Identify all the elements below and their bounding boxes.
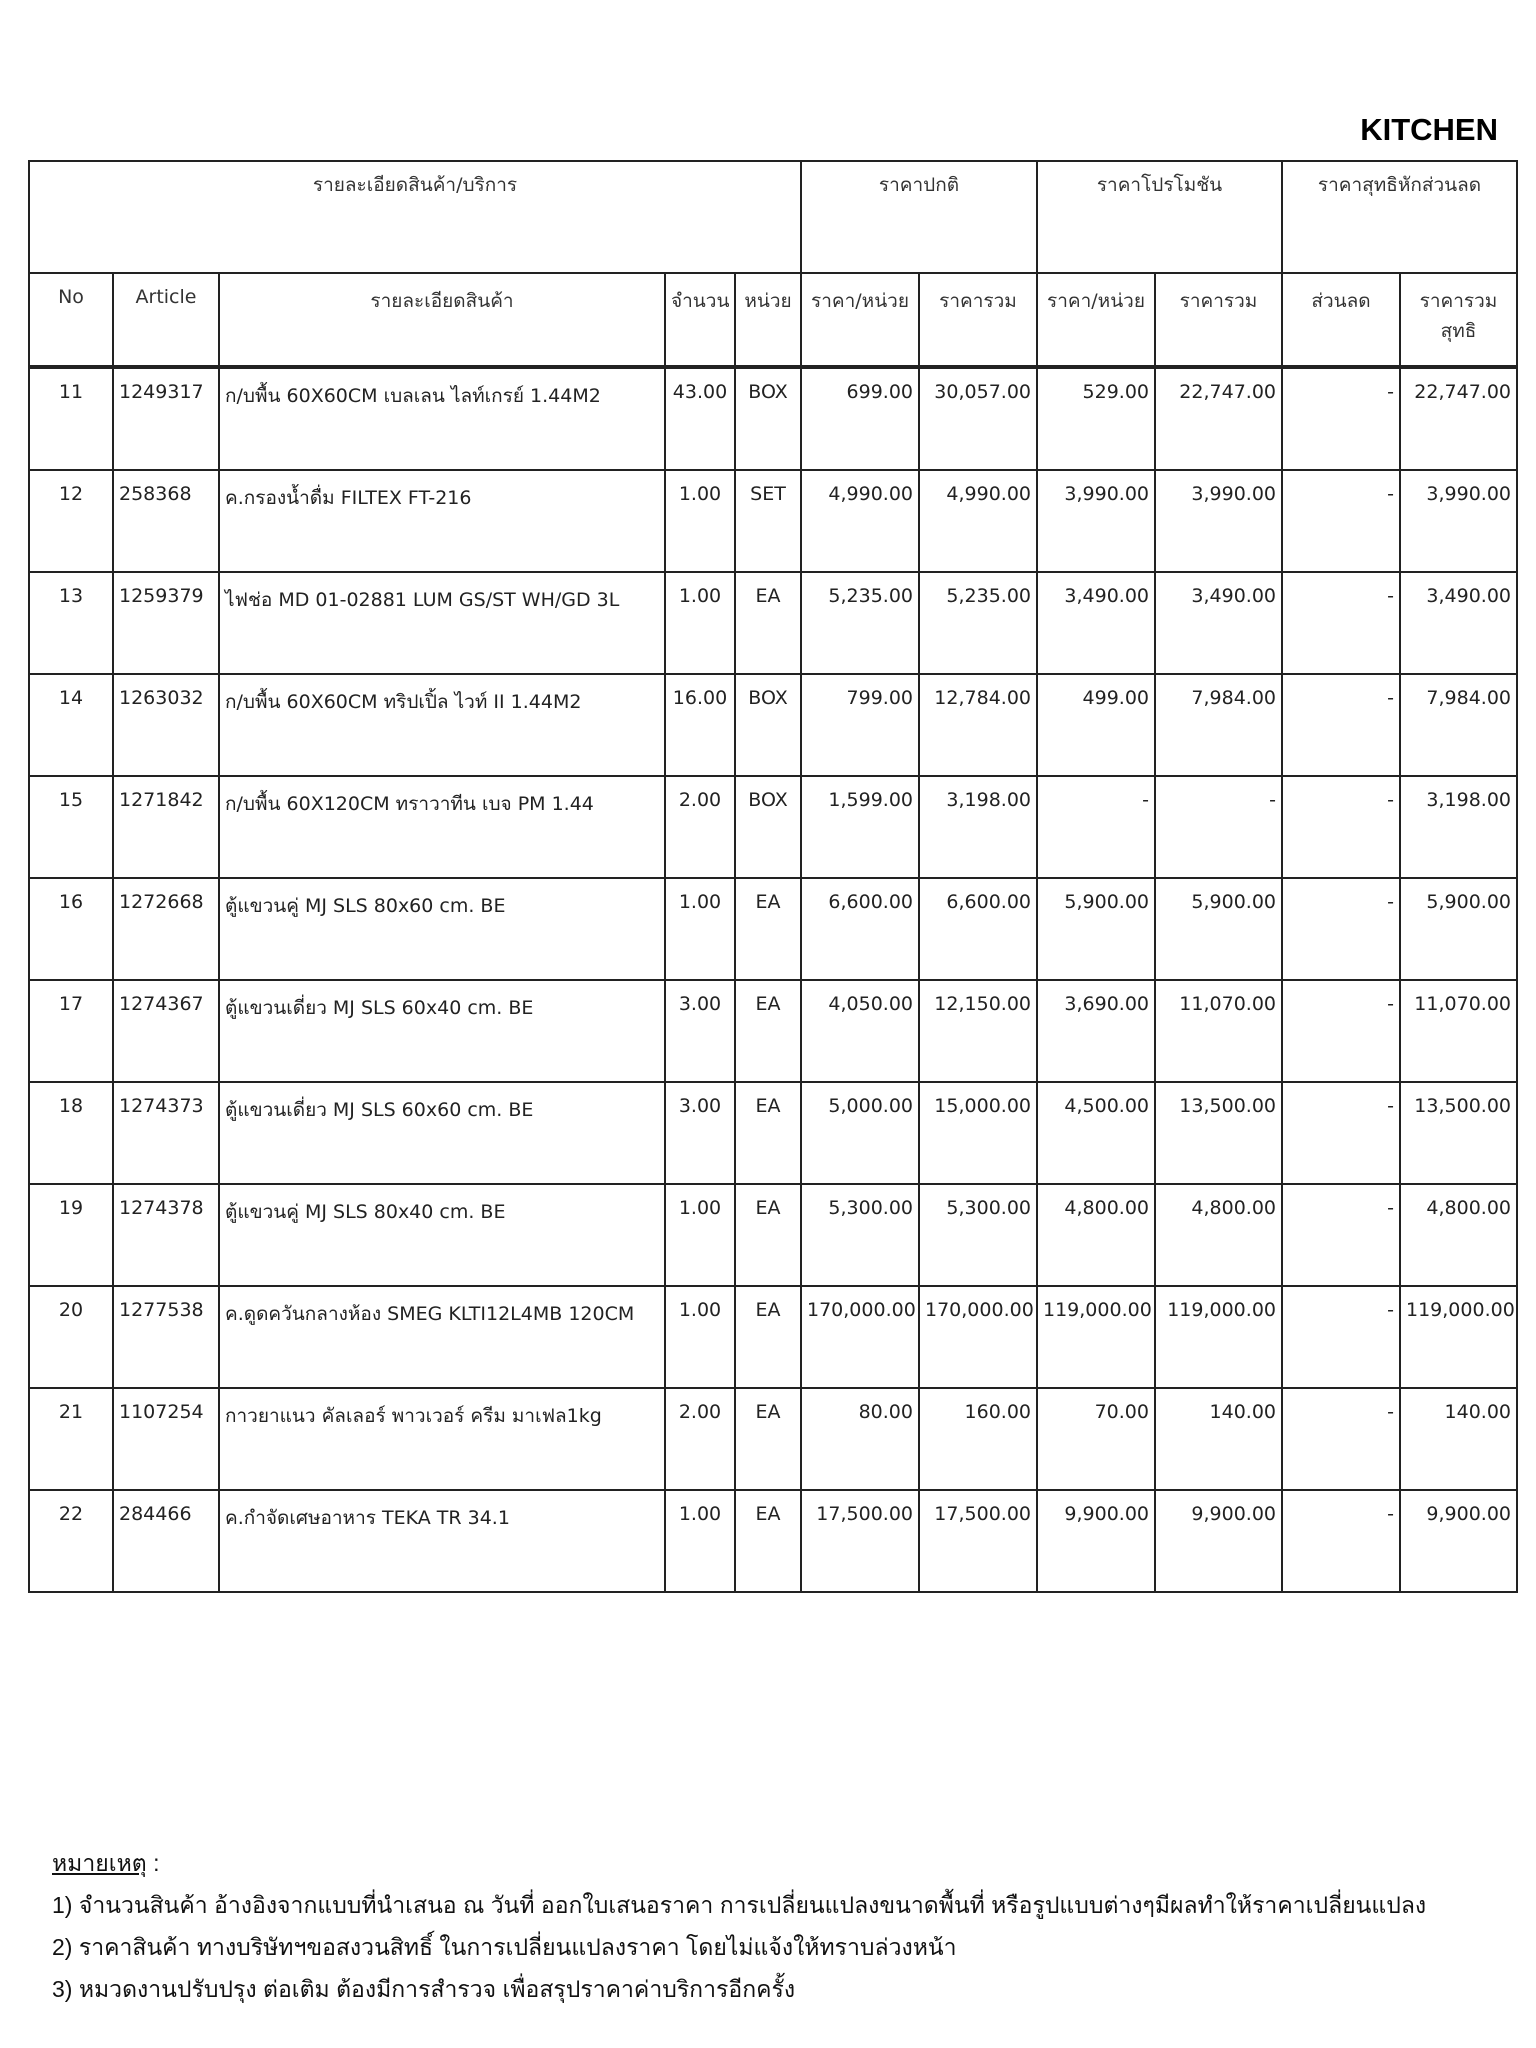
cell-discount: -: [1282, 674, 1400, 776]
cell-reg-unit-price: 4,990.00: [801, 470, 919, 572]
cell-reg-unit-price: 170,000.00: [801, 1286, 919, 1388]
cell-net-total: 5,900.00: [1400, 878, 1517, 980]
col-header-description: รายละเอียดสินค้า: [219, 273, 665, 366]
cell-promo-total: 4,800.00: [1155, 1184, 1282, 1286]
cell-promo-unit-price: 4,800.00: [1037, 1184, 1155, 1286]
cell-description: ก/บพื้น 60X120CM ทราวาทีน เบจ PM 1.44: [219, 776, 665, 878]
cell-qty: 1.00: [665, 1286, 735, 1388]
cell-unit: EA: [735, 1184, 801, 1286]
cell-reg-total: 160.00: [919, 1388, 1037, 1490]
col-header-reg-total: ราคารวม: [919, 273, 1037, 366]
cell-qty: 1.00: [665, 878, 735, 980]
cell-reg-unit-price: 799.00: [801, 674, 919, 776]
col-header-reg-unit-price: ราคา/หน่วย: [801, 273, 919, 366]
col-header-article: Article: [113, 273, 219, 366]
cell-unit: EA: [735, 1490, 801, 1592]
group-header-regular-price: ราคาปกติ: [801, 161, 1037, 273]
group-header-row: [29, 161, 1517, 273]
cell-promo-total: 13,500.00: [1155, 1082, 1282, 1184]
table-row: [29, 1388, 1517, 1490]
cell-discount: -: [1282, 368, 1400, 470]
cell-unit: EA: [735, 1388, 801, 1490]
cell-no: 14: [29, 674, 113, 776]
table-row: [29, 878, 1517, 980]
cell-unit: BOX: [735, 674, 801, 776]
cell-promo-total: 3,490.00: [1155, 572, 1282, 674]
cell-reg-unit-price: 5,300.00: [801, 1184, 919, 1286]
cell-qty: 1.00: [665, 470, 735, 572]
cell-qty: 3.00: [665, 1082, 735, 1184]
table-row: [29, 572, 1517, 674]
cell-net-total: 3,490.00: [1400, 572, 1517, 674]
cell-discount: -: [1282, 1082, 1400, 1184]
cell-promo-total: 140.00: [1155, 1388, 1282, 1490]
cell-promo-unit-price: 4,500.00: [1037, 1082, 1155, 1184]
note-line-2: 2) ราคาสินค้า ทางบริษัทฯขอสงวนสิทธิ์ ในการเปลี่ยนแปลงราคา โดยไม่แจ้งให้ทราบล่วงหน้า: [52, 1934, 957, 1960]
cell-unit: BOX: [735, 776, 801, 878]
cell-promo-unit-price: 3,490.00: [1037, 572, 1155, 674]
table-row: [29, 980, 1517, 1082]
cell-reg-unit-price: 17,500.00: [801, 1490, 919, 1592]
quotation-table: [28, 160, 1518, 1593]
cell-article: 1277538: [113, 1286, 219, 1388]
cell-reg-total: 30,057.00: [919, 368, 1037, 470]
cell-promo-total: 22,747.00: [1155, 368, 1282, 470]
table-body: [29, 366, 1517, 1592]
column-header-row: [29, 273, 1517, 366]
cell-article: 284466: [113, 1490, 219, 1592]
cell-net-total: 9,900.00: [1400, 1490, 1517, 1592]
cell-article: 1274378: [113, 1184, 219, 1286]
cell-reg-total: 15,000.00: [919, 1082, 1037, 1184]
cell-no: 12: [29, 470, 113, 572]
cell-reg-unit-price: 80.00: [801, 1388, 919, 1490]
cell-net-total: 119,000.00: [1400, 1286, 1517, 1388]
col-header-promo-unit-price: ราคา/หน่วย: [1037, 273, 1155, 366]
cell-no: 20: [29, 1286, 113, 1388]
col-header-promo-total: ราคารวม: [1155, 273, 1282, 366]
cell-article: 1107254: [113, 1388, 219, 1490]
cell-net-total: 3,990.00: [1400, 470, 1517, 572]
cell-promo-total: 5,900.00: [1155, 878, 1282, 980]
cell-article: 1263032: [113, 674, 219, 776]
cell-net-total: 4,800.00: [1400, 1184, 1517, 1286]
col-header-net-total: ราคารวมสุทธิ: [1400, 273, 1517, 366]
cell-reg-total: 3,198.00: [919, 776, 1037, 878]
cell-article: 1259379: [113, 572, 219, 674]
cell-description: ตู้แขวนเดี่ยว MJ SLS 60x40 cm. BE: [219, 980, 665, 1082]
cell-reg-total: 170,000.00: [919, 1286, 1037, 1388]
cell-net-total: 7,984.00: [1400, 674, 1517, 776]
cell-no: 11: [29, 368, 113, 470]
cell-article: 1274373: [113, 1082, 219, 1184]
cell-unit: EA: [735, 980, 801, 1082]
cell-promo-total: 119,000.00: [1155, 1286, 1282, 1388]
cell-qty: 16.00: [665, 674, 735, 776]
cell-reg-total: 6,600.00: [919, 878, 1037, 980]
cell-promo-unit-price: 3,690.00: [1037, 980, 1155, 1082]
cell-discount: -: [1282, 1184, 1400, 1286]
cell-description: ค.กรองน้ำดื่ม FILTEX FT-216: [219, 470, 665, 572]
cell-description: กาวยาแนว คัลเลอร์ พาวเวอร์ ครีม มาเฟล1kg: [219, 1388, 665, 1490]
cell-reg-total: 12,150.00: [919, 980, 1037, 1082]
cell-discount: -: [1282, 1388, 1400, 1490]
col-header-no: No: [29, 273, 113, 366]
table-row: [29, 1286, 1517, 1388]
notes-title: หมายเหตุ: [52, 1850, 147, 1876]
cell-reg-unit-price: 6,600.00: [801, 878, 919, 980]
cell-net-total: 13,500.00: [1400, 1082, 1517, 1184]
cell-net-total: 140.00: [1400, 1388, 1517, 1490]
cell-description: ก/บพื้น 60X60CM เบลเลน ไลท์เกรย์ 1.44M2: [219, 368, 665, 470]
cell-discount: -: [1282, 470, 1400, 572]
cell-no: 16: [29, 878, 113, 980]
cell-no: 15: [29, 776, 113, 878]
cell-article: 1272668: [113, 878, 219, 980]
cell-net-total: 3,198.00: [1400, 776, 1517, 878]
cell-promo-total: 3,990.00: [1155, 470, 1282, 572]
table-row: [29, 470, 1517, 572]
notes-colon: :: [146, 1850, 160, 1876]
cell-qty: 3.00: [665, 980, 735, 1082]
note-line-3: 3) หมวดงานปรับปรุง ต่อเติม ต้องมีการสำรวจ เพื่อสรุปราคาค่าบริการอีกครั้ง: [52, 1976, 796, 2002]
cell-description: ก/บพื้น 60X60CM ทริปเปิ้ล ไวท์ II 1.44M2: [219, 674, 665, 776]
cell-reg-unit-price: 699.00: [801, 368, 919, 470]
cell-promo-total: 9,900.00: [1155, 1490, 1282, 1592]
cell-net-total: 11,070.00: [1400, 980, 1517, 1082]
cell-discount: -: [1282, 980, 1400, 1082]
cell-qty: 1.00: [665, 572, 735, 674]
cell-reg-unit-price: 4,050.00: [801, 980, 919, 1082]
notes-heading: [52, 1842, 1426, 1884]
cell-discount: -: [1282, 878, 1400, 980]
cell-promo-total: 11,070.00: [1155, 980, 1282, 1082]
cell-reg-total: 4,990.00: [919, 470, 1037, 572]
cell-qty: 1.00: [665, 1490, 735, 1592]
notes-section: [52, 1842, 1426, 2010]
cell-description: ตู้แขวนเดี่ยว MJ SLS 60x60 cm. BE: [219, 1082, 665, 1184]
cell-unit: EA: [735, 572, 801, 674]
cell-reg-unit-price: 5,000.00: [801, 1082, 919, 1184]
col-header-unit: หน่วย: [735, 273, 801, 366]
cell-unit: EA: [735, 1082, 801, 1184]
col-header-qty: จำนวน: [665, 273, 735, 366]
cell-promo-unit-price: 119,000.00: [1037, 1286, 1155, 1388]
cell-no: 13: [29, 572, 113, 674]
cell-description: ค.กำจัดเศษอาหาร TEKA TR 34.1: [219, 1490, 665, 1592]
cell-no: 22: [29, 1490, 113, 1592]
cell-article: 1271842: [113, 776, 219, 878]
cell-promo-unit-price: 5,900.00: [1037, 878, 1155, 980]
cell-discount: -: [1282, 1490, 1400, 1592]
cell-reg-unit-price: 5,235.00: [801, 572, 919, 674]
cell-qty: 2.00: [665, 1388, 735, 1490]
cell-promo-total: -: [1155, 776, 1282, 878]
cell-article: 1249317: [113, 368, 219, 470]
table-row: [29, 1082, 1517, 1184]
cell-article: 1274367: [113, 980, 219, 1082]
cell-promo-unit-price: -: [1037, 776, 1155, 878]
cell-reg-unit-price: 1,599.00: [801, 776, 919, 878]
cell-unit: BOX: [735, 368, 801, 470]
note-line-1: 1) จำนวนสินค้า อ้างอิงจากแบบที่นำเสนอ ณ วันที่ ออกใบเสนอราคา การเปลี่ยนแปลงขนาดพื้นที่ หรือรูปแบบต่างๆมีผลทำให้ราคาเปลี่ยนแปลง: [52, 1892, 1427, 1918]
cell-promo-unit-price: 499.00: [1037, 674, 1155, 776]
cell-no: 18: [29, 1082, 113, 1184]
cell-no: 17: [29, 980, 113, 1082]
cell-unit: SET: [735, 470, 801, 572]
cell-no: 19: [29, 1184, 113, 1286]
cell-promo-total: 7,984.00: [1155, 674, 1282, 776]
table-row: [29, 674, 1517, 776]
cell-promo-unit-price: 70.00: [1037, 1388, 1155, 1490]
cell-description: ตู้แขวนคู่ MJ SLS 80x60 cm. BE: [219, 878, 665, 980]
cell-net-total: 22,747.00: [1400, 368, 1517, 470]
col-header-discount: ส่วนลด: [1282, 273, 1400, 366]
cell-reg-total: 17,500.00: [919, 1490, 1037, 1592]
cell-promo-unit-price: 9,900.00: [1037, 1490, 1155, 1592]
table-row: [29, 776, 1517, 878]
table-row: [29, 1184, 1517, 1286]
cell-qty: 43.00: [665, 368, 735, 470]
cell-no: 21: [29, 1388, 113, 1490]
cell-description: ตู้แขวนคู่ MJ SLS 80x40 cm. BE: [219, 1184, 665, 1286]
page-title: KITCHEN: [1360, 112, 1498, 147]
group-header-details: รายละเอียดสินค้า/บริการ: [29, 161, 801, 273]
cell-reg-total: 5,235.00: [919, 572, 1037, 674]
cell-reg-total: 12,784.00: [919, 674, 1037, 776]
cell-unit: EA: [735, 1286, 801, 1388]
cell-article: 258368: [113, 470, 219, 572]
table-row: [29, 1490, 1517, 1592]
cell-qty: 1.00: [665, 1184, 735, 1286]
cell-description: ไฟช่อ MD 01-02881 LUM GS/ST WH/GD 3L: [219, 572, 665, 674]
cell-unit: EA: [735, 878, 801, 980]
group-header-promo-price: ราคาโปรโมชัน: [1037, 161, 1282, 273]
table-row: [29, 368, 1517, 470]
cell-discount: -: [1282, 776, 1400, 878]
cell-discount: -: [1282, 1286, 1400, 1388]
cell-promo-unit-price: 3,990.00: [1037, 470, 1155, 572]
cell-description: ค.ดูดควันกลางห้อง SMEG KLTI12L4MB 120CM: [219, 1286, 665, 1388]
cell-discount: -: [1282, 572, 1400, 674]
group-header-net-price: ราคาสุทธิหักส่วนลด: [1282, 161, 1517, 273]
cell-reg-total: 5,300.00: [919, 1184, 1037, 1286]
cell-qty: 2.00: [665, 776, 735, 878]
cell-promo-unit-price: 529.00: [1037, 368, 1155, 470]
